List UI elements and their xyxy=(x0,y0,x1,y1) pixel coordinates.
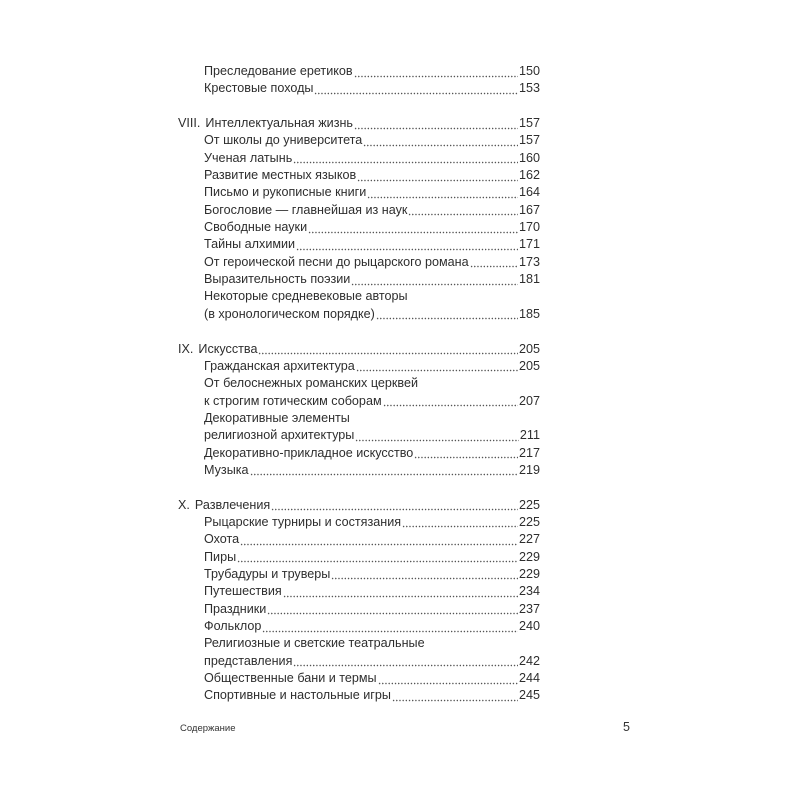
entry-page-number: 150 xyxy=(518,64,540,78)
dot-leader xyxy=(250,462,518,479)
toc-entry xyxy=(178,514,540,531)
entry-page-number: 227 xyxy=(518,532,540,547)
dot-leader xyxy=(383,393,518,410)
entry-page-number: 185 xyxy=(518,306,540,321)
toc-entry xyxy=(178,601,540,618)
dot-leader xyxy=(378,670,518,687)
dot-leader xyxy=(283,583,518,600)
dot-leader xyxy=(271,497,518,514)
entry-page-number: 170 xyxy=(518,220,540,235)
toc-entry-continuation xyxy=(178,306,540,323)
entry-page-number: 153 xyxy=(518,81,540,96)
toc-section xyxy=(178,341,540,358)
entry-title: Ученая латынь xyxy=(204,150,293,165)
entry-title-continued: к строгим готическим соборам xyxy=(204,393,382,408)
dot-leader xyxy=(293,653,518,670)
entry-title: Охота xyxy=(204,532,240,547)
entry-title: От героической песни до рыцарского романа xyxy=(204,254,469,269)
toc-entry xyxy=(178,618,540,635)
entry-title: Тайны алхимии xyxy=(204,237,296,252)
entry-title: Выразительность поэзии xyxy=(204,272,351,287)
toc-entry xyxy=(178,288,540,305)
entry-title: Рыцарские турниры и состязания xyxy=(204,514,402,529)
dot-leader xyxy=(237,549,518,566)
dot-leader xyxy=(258,341,518,358)
dot-leader xyxy=(367,184,518,201)
toc-entry xyxy=(178,150,540,167)
toc-entry xyxy=(178,167,540,184)
toc-entry xyxy=(178,531,540,548)
toc-entry xyxy=(178,202,540,219)
toc-entry-continuation xyxy=(178,653,540,670)
entry-title: Декоративные элементы xyxy=(204,410,350,425)
dot-leader xyxy=(351,271,518,288)
entry-page-number: 219 xyxy=(518,462,540,477)
toc-entry xyxy=(178,583,540,600)
toc-entry xyxy=(178,358,540,375)
toc-entry xyxy=(178,236,540,253)
entry-page-number: 234 xyxy=(518,584,540,599)
toc-entry xyxy=(178,132,540,149)
entry-page-number: 160 xyxy=(518,150,540,165)
dot-leader xyxy=(355,427,519,444)
toc-entry xyxy=(178,271,540,288)
dot-leader xyxy=(354,115,518,132)
entry-title: Музыка xyxy=(204,462,249,477)
entry-title: Преследование еретиков xyxy=(204,64,353,78)
entry-page-number: 157 xyxy=(518,116,540,131)
section-number: X. xyxy=(178,497,190,512)
entry-title: Развлечения xyxy=(194,497,271,512)
entry-title: Декоративно-прикладное искусство xyxy=(204,445,414,460)
entry-title: Трубадуры и труверы xyxy=(204,566,331,581)
dot-leader xyxy=(262,618,518,635)
dot-leader xyxy=(331,566,518,583)
entry-page-number: 244 xyxy=(518,671,540,686)
entry-title: Развитие местных языков xyxy=(204,168,357,183)
entry-page-number: 157 xyxy=(518,133,540,148)
toc-entry xyxy=(178,687,540,704)
entry-title: Некоторые средневековые авторы xyxy=(204,289,408,304)
table-of-contents xyxy=(178,63,540,705)
toc-entry xyxy=(178,410,540,427)
entry-title: Гражданская архитектура xyxy=(204,358,355,373)
toc-entry xyxy=(178,445,540,462)
entry-page-number: 181 xyxy=(518,272,540,287)
toc-entry xyxy=(178,375,540,392)
entry-page-number: 229 xyxy=(518,549,540,564)
toc-entry-continuation xyxy=(178,427,540,444)
entry-page-number: 245 xyxy=(518,688,540,703)
toc-entry xyxy=(178,462,540,479)
dot-leader xyxy=(296,236,518,253)
toc-entry xyxy=(178,80,540,97)
dot-leader xyxy=(293,150,518,167)
section-spacer xyxy=(178,98,540,115)
entry-page-number: 225 xyxy=(518,497,540,512)
entry-page-number: 173 xyxy=(518,254,540,269)
entry-page-number: 171 xyxy=(518,237,540,252)
entry-title-continued: (в хронологическом порядке) xyxy=(204,306,375,321)
dot-leader xyxy=(376,306,518,323)
entry-page-number: 211 xyxy=(519,428,540,443)
entry-page-number: 205 xyxy=(518,358,540,373)
toc-entry-continuation xyxy=(178,393,540,410)
dot-leader xyxy=(470,254,518,271)
toc-entry xyxy=(178,219,540,236)
entry-page-number: 162 xyxy=(518,168,540,183)
entry-title: Пиры xyxy=(204,549,237,564)
entry-title: От белоснежных романских церквей xyxy=(204,376,418,391)
section-number: IX. xyxy=(178,341,194,356)
page-number: 5 xyxy=(623,720,630,734)
running-footer-title: Содержание xyxy=(180,723,236,734)
section-spacer xyxy=(178,323,540,340)
entry-page-number: 240 xyxy=(518,619,540,633)
dot-leader xyxy=(392,687,518,704)
entry-title-continued: религиозной архитектуры xyxy=(204,428,355,443)
dot-leader xyxy=(408,202,518,219)
section-number: VIII. xyxy=(178,116,201,131)
toc-entry xyxy=(178,635,540,652)
toc-entry xyxy=(178,184,540,201)
entry-title: От школы до университета xyxy=(204,133,363,148)
toc-entry xyxy=(178,549,540,566)
entry-page-number: 225 xyxy=(518,514,540,529)
entry-title: Крестовые походы xyxy=(204,81,314,96)
entry-title: Путешествия xyxy=(204,584,282,599)
toc-entry xyxy=(178,63,540,80)
entry-page-number: 237 xyxy=(518,601,540,616)
dot-leader xyxy=(308,219,518,236)
entry-title: Искусства xyxy=(198,341,258,356)
toc-section xyxy=(178,497,540,514)
entry-title: Общественные бани и термы xyxy=(204,671,377,686)
dot-leader xyxy=(363,132,518,149)
dot-leader xyxy=(357,167,518,184)
entry-title: Религиозные и светские театральные xyxy=(204,636,425,651)
entry-page-number: 167 xyxy=(518,202,540,217)
dot-leader xyxy=(354,63,518,80)
entry-title: Спортивные и настольные игры xyxy=(204,688,391,703)
dot-leader xyxy=(356,358,518,375)
entry-page-number: 217 xyxy=(518,445,540,460)
entry-title: Богословие — главнейшая из наук xyxy=(204,202,408,217)
entry-title: Интеллектуальная жизнь xyxy=(205,116,353,131)
toc-section xyxy=(178,115,540,132)
entry-page-number: 229 xyxy=(518,566,540,581)
entry-title: Свободные науки xyxy=(204,220,308,235)
toc-entry xyxy=(178,670,540,687)
dot-leader xyxy=(414,445,518,462)
toc-entry xyxy=(178,566,540,583)
dot-leader xyxy=(402,514,518,531)
dot-leader xyxy=(314,80,518,97)
entry-page-number: 242 xyxy=(518,653,540,668)
entry-page-number: 164 xyxy=(518,185,540,200)
dot-leader xyxy=(240,531,518,548)
entry-title: Фольклор xyxy=(204,619,262,633)
toc-entry xyxy=(178,254,540,271)
entry-page-number: 207 xyxy=(518,393,540,408)
entry-title-continued: представления xyxy=(204,653,293,668)
section-spacer xyxy=(178,479,540,496)
entry-title: Письмо и рукописные книги xyxy=(204,185,367,200)
entry-page-number: 205 xyxy=(518,341,540,356)
dot-leader xyxy=(267,601,518,618)
entry-title: Праздники xyxy=(204,601,267,616)
